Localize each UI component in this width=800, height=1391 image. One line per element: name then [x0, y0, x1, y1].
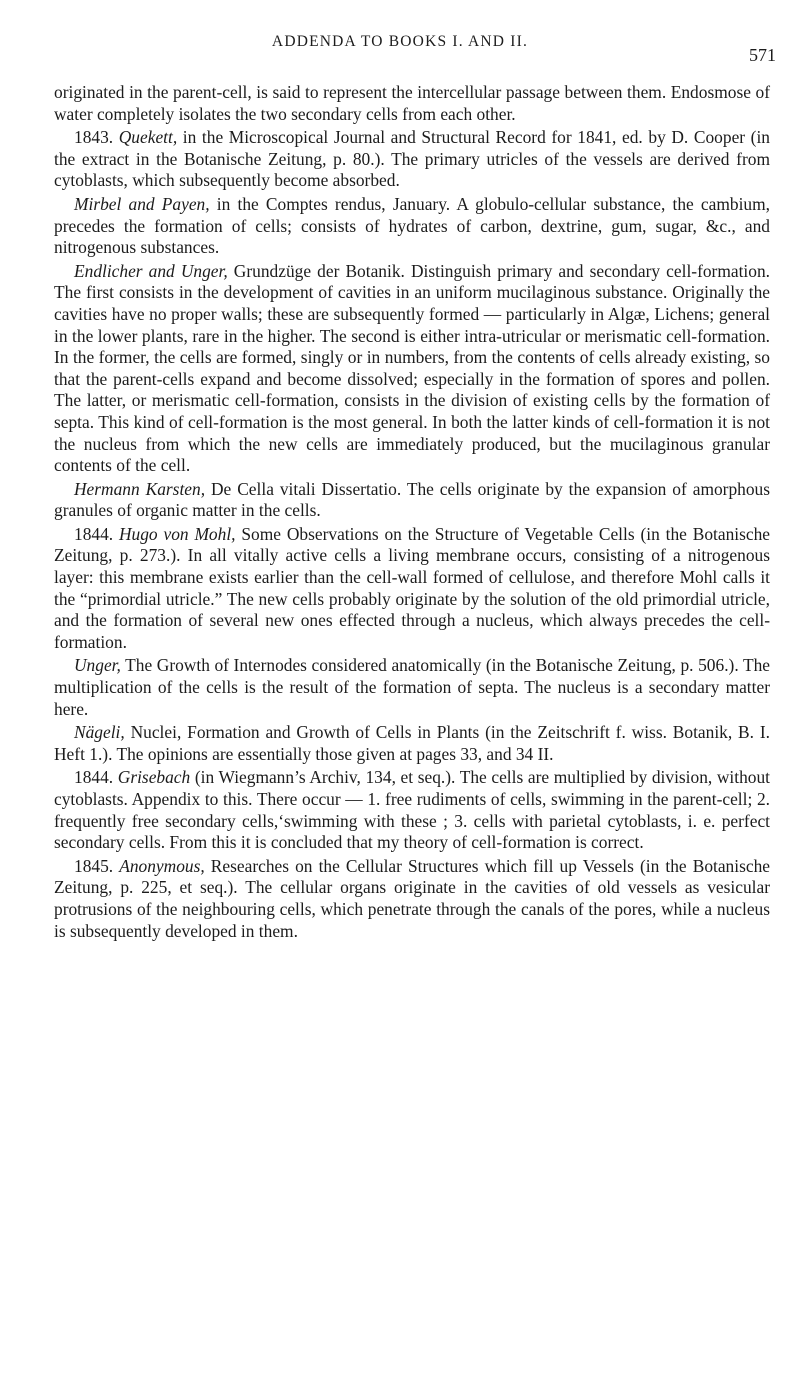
- entry-author: Hermann Karsten,: [74, 478, 206, 499]
- paragraph-text: Researches on the Cellular Structures which fill up Vessels (in the Botanische Zeitung, p. 225, et seq.). The cellular organs originate in the cavities of old vessels as vesicular protrusions of the neighbouring cells, which penetrate through the canals of the pores, while a nucleus is subsequently developed in them.: [54, 855, 770, 941]
- paragraph: [54, 261, 770, 477]
- entry-author: Nägeli,: [74, 722, 125, 743]
- paragraph-text: Some Observations on the Structure of Vegetable Cells (in the Botanische Zeitung, p. 273.). In all vitally active cells a living membrane occurs, consisting of a nitrogenous layer: this membrane exists earlier than the cell-wall formed of cellulose, and therefore Mohl calls it the “primordial utricle.” The new cells probably originate by the solution of the old primordial utricle, and the formation of several new ones effected through a nucleus, which always precedes the cell-formation.: [54, 523, 770, 652]
- entry-author: Anonymous,: [119, 855, 205, 876]
- entry-author: Mirbel and Payen,: [74, 193, 210, 214]
- entry-year: 1844.: [74, 767, 118, 788]
- entry-year: 1844.: [74, 523, 119, 544]
- paragraph: [54, 479, 770, 522]
- paragraph-text: originated in the parent-cell, is said to represent the intercellular passage between them. Endosmose of water completely isolates the two secondary cells from each other.: [54, 82, 770, 124]
- paragraph: [54, 655, 770, 720]
- entry-author: Grisebach: [117, 767, 191, 788]
- running-title: ADDENDA TO BOOKS I. AND II.: [271, 33, 529, 50]
- paragraph-text: in the Comptes rendus, January. A globulo-cellular substance, the cambium, precedes the formation of cells; consists of hydrates of carbon, dextrine, gum, sugar, &c., and nitrogenous substances.: [54, 193, 770, 258]
- paragraph: [54, 767, 770, 853]
- paragraph: [54, 127, 770, 192]
- paragraph-text: (in Wiegmann’s Archiv, 134, et seq.). The cells are multiplied by division, without cytoblasts. Appendix to this. There occur — 1. free rudiments of cells, swimming in the parent-cell; 2. frequently free secondary cells,‘swimming with these ; 3. cells with parietal cytoblasts, i. e. perfect secondary cells. From this it is concluded that my theory of cell-formation is correct.: [54, 767, 771, 853]
- paragraph: [54, 194, 770, 259]
- paragraph-text: Nuclei, Formation and Growth of Cells in Plants (in the Zeitschrift f. wiss. Botanik, B. I. Heft 1.). The opinions are essentially those given at pages 33, and 34 II.: [54, 722, 770, 764]
- entry-author: Endlicher and Unger,: [74, 260, 228, 281]
- paragraph: [54, 722, 770, 765]
- page-number: 571: [749, 45, 776, 65]
- paragraph-text: in the Microscopical Journal and Structural Record for 1841, ed. by D. Cooper (in the extract in the Botanische Zeitung, p. 80.). The primary utricles of the vessels are derived from cytoblasts, which subsequently become absorbed.: [54, 127, 771, 191]
- paragraph-text: Grundzüge der Botanik. Distinguish primary and secondary cell-formation. The first consists in the development of cavities in an uniform mucilaginous substance. Originally the cavities have no proper walls; these are subsequently formed — particularly in Algæ, Lichens; general in the lower plants, rare in the higher. The second is either intra-utricular or merismatic cell-formation. In the former, the cells are formed, singly or in numbers, from the contents of cells already existing, so that the parent-cells expand and become dissolved; especially in the formation of spores and pollen. The latter, or merismatic cell-formation, consists in the division of existing cells by the formation of septa. This kind of cell-formation is the most general. In both the latter kinds of cell-formation it is not the nucleus from which the new cells are immediately produced, but the mucilaginous granular contents of the cell.: [54, 260, 770, 476]
- running-head: [0, 31, 800, 65]
- paragraph: [54, 82, 770, 125]
- entry-year: 1843.: [74, 127, 119, 148]
- entry-year: 1845.: [74, 855, 120, 876]
- entry-author: Quekett,: [118, 127, 178, 148]
- entry-author: Unger,: [74, 655, 121, 676]
- paragraph-text: The Growth of Internodes considered anatomically (in the Botanische Zeitung, p. 506.). The multiplication of the cells is the result of the formation of septa. The nucleus is a secondary matter here.: [54, 655, 770, 719]
- paragraph: [54, 856, 770, 942]
- paragraph: [54, 524, 770, 654]
- paragraph-text: De Cella vitali Dissertatio. The cells originate by the expansion of amorphous granules of organic matter in the cells.: [54, 478, 771, 521]
- body-text: [54, 82, 770, 944]
- entry-author: Hugo von Mohl,: [118, 523, 236, 544]
